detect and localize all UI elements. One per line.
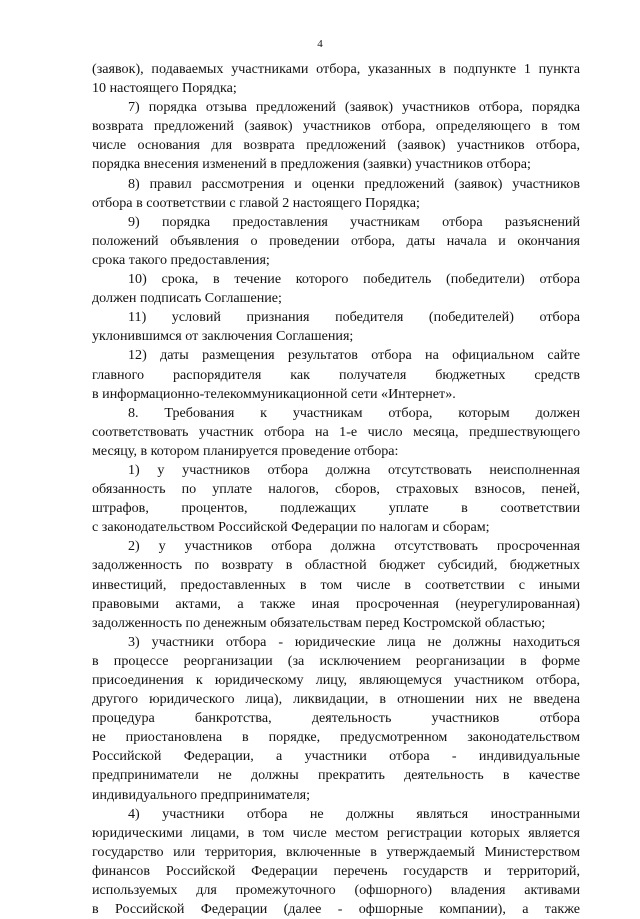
paragraph-line: другого юридического лица), ликвидации, в отношении них не введена: [92, 691, 580, 708]
document-body: [92, 60, 580, 919]
paragraph-line: процедура банкротства, деятельность участников отбора: [92, 710, 580, 727]
paragraph-line: используемых для промежуточного (офшорного) владения активами: [92, 882, 580, 899]
paragraph-line: числе основания для возврата предложений (заявок) участников отбора,: [92, 137, 580, 154]
paragraph-line: срока такого предоставления;: [92, 251, 270, 268]
paragraph-line: должен подписать Соглашение;: [92, 290, 282, 307]
paragraph-line: месяцу, в котором планируется проведение отбора:: [92, 442, 399, 459]
paragraph-line: (заявок), подаваемых участниками отбора, указанных в подпункте 1 пункта: [92, 61, 580, 77]
paragraph-line: 10) срока, в течение которого победитель (победители) отбора: [128, 271, 580, 288]
paragraph-line: 8. Требования к участникам отбора, которым должен: [128, 404, 580, 421]
paragraph-line: индивидуального предпринимателя;: [92, 786, 311, 803]
paragraph-line: 12) даты размещения результатов отбора на официальном сайте: [128, 347, 580, 364]
paragraph-line: положений объявления о проведении отбора, даты начала и окончания: [92, 232, 580, 249]
paragraph-line: в процессе реорганизации (за исключением реорганизации в форме: [92, 652, 580, 669]
paragraph-line: задолженность по денежным обязательствам перед Костромской областью;: [92, 614, 546, 631]
paragraph-line: 1) у участников отбора должна отсутствовать неисполненная: [128, 461, 580, 478]
paragraph-line: 9) порядка предоставления участникам отбора разъяснений: [128, 213, 580, 230]
paragraph-line: финансов Российской Федерации перечень государств и территорий,: [92, 862, 580, 879]
paragraph-line: в информационно-телекоммуникационной сети «Интернет».: [92, 385, 456, 402]
paragraph-line: инвестиций, предоставленных в том числе в соответствии с иными: [92, 576, 580, 593]
paragraph-line: 2) у участников отбора должна отсутствовать просроченная: [128, 538, 580, 555]
page-number: 4: [317, 38, 323, 50]
paragraph-line: 3) участники отбора - юридические лица не должны находиться: [128, 633, 580, 650]
paragraph-line: Российской Федерации, а участники отбора - индивидуальные: [92, 748, 580, 765]
paragraph-line: обязанность по уплате налогов, сборов, страховых взносов, пеней,: [92, 481, 580, 498]
paragraph-line: возврата предложений (заявок) участников отбора, определяющего в том: [92, 118, 580, 135]
paragraph-line: штрафов, процентов, подлежащих уплате в соответствии: [92, 500, 580, 517]
paragraph-line: главного распорядителя как получателя бюджетных средств: [92, 366, 580, 383]
paragraph-line: с законодательством Российской Федерации по налогам и сборам;: [92, 519, 490, 536]
paragraph-line: соответствовать участник отбора на 1-е число месяца, предшествующего: [92, 423, 580, 440]
paragraph-line: 8) правил рассмотрения и оценки предложений (заявок) участников: [128, 175, 580, 192]
paragraph-line: правовыми актами, а также иная просроченная (неурегулированная): [92, 595, 580, 612]
paragraph-line: 10 настоящего Порядка;: [92, 80, 237, 97]
paragraph-line: 11) условий признания победителя (победителей) отбора: [128, 309, 580, 326]
paragraph-line: присоединения к юридическому лицу, являющемуся участником отбора,: [92, 672, 580, 688]
paragraph-line: предприниматели не должны прекратить деятельность в качестве: [92, 767, 580, 784]
paragraph-line: в Российской Федерации (далее - офшорные компании), а также: [92, 901, 580, 918]
paragraph-line: 4) участники отбора не должны являться иностранными: [128, 805, 580, 822]
paragraph-line: юридическими лицами, в том числе местом регистрации которых является: [92, 824, 580, 841]
paragraph-line: не приостановлена в порядке, предусмотренном законодательством: [92, 729, 580, 746]
paragraph-line: уклонившимся от заключения Соглашения;: [92, 328, 354, 345]
paragraph-line: порядка внесения изменений в предложения (заявки) участников отбора;: [92, 156, 531, 173]
paragraph-line: государство или территория, включенные в утверждаемый Министерством: [92, 843, 580, 860]
paragraph-line: отбора в соответствии с главой 2 настоящего Порядка;: [92, 194, 420, 211]
paragraph-line: задолженность по возврату в областной бюджет субсидий, бюджетных: [92, 557, 580, 574]
paragraph-line: 7) порядка отзыва предложений (заявок) участников отбора, порядка: [128, 99, 580, 116]
